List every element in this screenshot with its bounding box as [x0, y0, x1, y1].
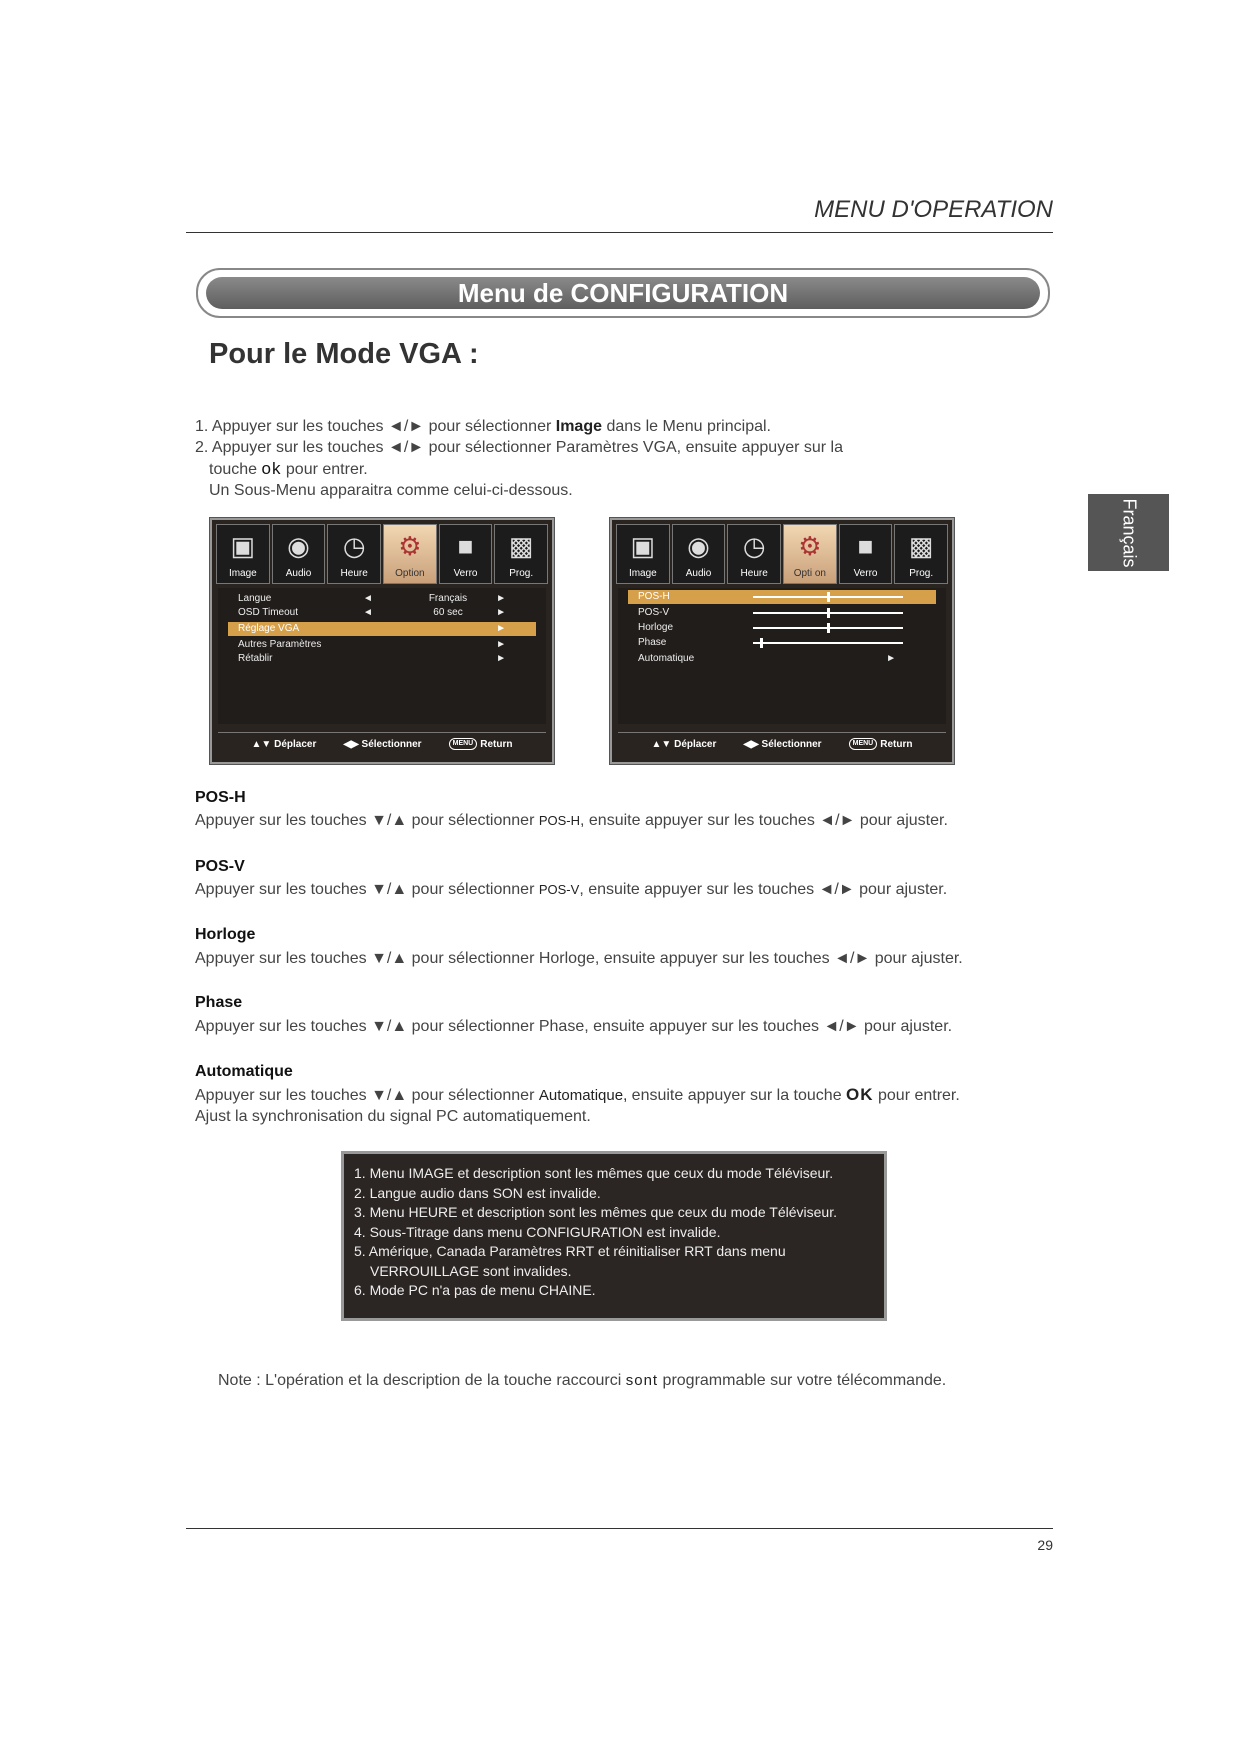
section-text-automatique-2: Ajust la synchronisation du signal PC automatiquement.	[195, 1108, 591, 1125]
monitor-icon: ▩	[508, 531, 534, 561]
note-3: 3. Menu HEURE et description sont les mêmes que ceux du mode Téléviseur.	[354, 1204, 837, 1220]
step-2: 2. Appuyer sur les touches ◄/► pour sélectionner Paramètres VGA, ensuite appuyer sur la	[195, 439, 843, 456]
tv-tab-strip	[216, 524, 548, 584]
tab-heure: ◷ Heure	[727, 524, 781, 584]
clock-icon: ◷	[342, 531, 366, 561]
pos-h-slider	[753, 596, 903, 598]
horloge-slider	[753, 627, 903, 629]
slider-knob	[827, 608, 830, 618]
note-1: 1. Menu IMAGE et description sont les mêmes que ceux du mode Téléviseur.	[354, 1165, 834, 1181]
tab-heure: ◷ Heure	[327, 524, 381, 584]
section-title-horloge: Horloge	[195, 926, 256, 943]
menu-row-autres-parametres: Autres Paramètres ►	[238, 639, 506, 650]
monitor-icon: ▩	[908, 531, 934, 561]
tab-prog: ▩ Prog.	[894, 524, 948, 584]
section-text-phase: Appuyer sur les touches ▼/▲ pour sélectionner Phase, ensuite appuyer sur les touches ◄/► pour ajuster.	[195, 1018, 953, 1035]
menu-key-icon: MENU	[849, 738, 878, 750]
lock-icon: ■	[857, 531, 874, 561]
footer-return: MENU Return	[849, 733, 913, 757]
menu-row-reglage-vga: Réglage VGA ►	[228, 622, 536, 636]
language-tab-label: Français	[1119, 497, 1139, 568]
tab-audio: ◉ Audio	[672, 524, 726, 584]
menu-row-pos-h: POS-H	[628, 590, 936, 604]
tv-tab-strip	[616, 524, 948, 584]
tab-option: ⚙ Option	[383, 524, 437, 584]
step-2-cont: touche ok pour entrer.	[209, 459, 368, 478]
language-tab	[1088, 494, 1169, 571]
up-down-icon: ▲▼	[251, 739, 272, 750]
section-text-automatique: Appuyer sur les touches ▼/▲ pour sélectionner Automatique, ensuite appuyer sur la touche OK pour entrer.	[195, 1085, 960, 1104]
note-5: 5. Amérique, Canada Paramètres RRT et réinitialiser RRT dans menu	[354, 1243, 786, 1259]
pos-v-slider	[753, 612, 903, 614]
phase-slider	[753, 642, 903, 644]
notes-box	[341, 1151, 887, 1321]
footnote: Note : L'opération et la description de la touche raccourci sont programmable sur votre télécommande.	[218, 1372, 947, 1389]
note-6: 6. Mode PC n'a pas de menu CHAINE.	[354, 1282, 596, 1298]
speaker-icon: ◉	[687, 531, 710, 561]
up-down-icon: ▲▼	[651, 739, 672, 750]
menu-row-phase: Phase	[628, 636, 936, 650]
footer-select: ◀▶ Sélectionner	[743, 739, 822, 750]
section-banner	[196, 268, 1050, 318]
left-right-icon: ◀▶	[743, 739, 759, 750]
footer-select: ◀▶ Sélectionner	[343, 739, 422, 750]
menu-row-osd-timeout: OSD Timeout ◄ 60 sec ►	[238, 607, 506, 618]
tv-menu-body	[618, 588, 946, 724]
tab-image: ▣ Image	[216, 524, 270, 584]
menu-row-retablir: Rétablir ►	[238, 653, 506, 664]
camera-icon: ▣	[230, 531, 256, 561]
page-number: 29	[1037, 1537, 1053, 1553]
tab-prog: ▩ Prog.	[494, 524, 548, 584]
step-1: 1. Appuyer sur les touches ◄/► pour sélectionner Image dans le Menu principal.	[195, 418, 771, 435]
menu-row-automatique: Automatique ►	[638, 653, 896, 664]
menu-row-horloge: Horloge	[628, 621, 936, 635]
step-3: Un Sous-Menu apparaitra comme celui-ci-dessous.	[209, 482, 573, 499]
header-rule	[186, 232, 1053, 233]
footer-move: ▲▼ Déplacer	[651, 739, 717, 750]
section-text-horloge: Appuyer sur les touches ▼/▲ pour sélectionner Horloge, ensuite appuyer sur les touches ◄/► pour ajuster.	[195, 950, 963, 967]
running-header: MENU D'OPERATION	[814, 196, 1053, 223]
tv-menu-footer	[218, 732, 546, 757]
slider-knob	[827, 592, 830, 602]
footer-rule	[186, 1528, 1053, 1529]
menu-key-icon: MENU	[449, 738, 478, 750]
tv-menu-body	[218, 588, 546, 724]
tab-image: ▣ Image	[616, 524, 670, 584]
tab-verro: ■ Verro	[439, 524, 493, 584]
note-5-cont: VERROUILLAGE sont invalides.	[370, 1262, 572, 1279]
slider-knob	[760, 638, 763, 648]
section-text-pos-h: Appuyer sur les touches ▼/▲ pour sélectionner POS-H, ensuite appuyer sur les touches ◄/► pour ajuster.	[195, 812, 948, 829]
footer-move: ▲▼ Déplacer	[251, 739, 317, 750]
menu-row-pos-v: POS-V	[628, 606, 936, 620]
section-title-pos-v: POS-V	[195, 858, 245, 875]
tv-menu-vga	[610, 518, 954, 764]
slider-knob	[827, 623, 830, 633]
tv-menu-config	[210, 518, 554, 764]
tv-menu-footer	[618, 732, 946, 757]
footer-return: MENU Return	[449, 733, 513, 757]
left-right-icon: ◀▶	[343, 739, 359, 750]
gear-icon: ⚙	[398, 531, 422, 561]
note-4: 4. Sous-Titrage dans menu CONFIGURATION est invalide.	[354, 1223, 721, 1240]
section-text-pos-v: Appuyer sur les touches ▼/▲ pour sélectionner POS-V, ensuite appuyer sur les touches ◄/► pour ajuster.	[195, 881, 948, 898]
mode-title: Pour le Mode VGA :	[209, 338, 479, 370]
camera-icon: ▣	[630, 531, 656, 561]
section-title-automatique: Automatique	[195, 1063, 293, 1080]
section-title-phase: Phase	[195, 994, 243, 1011]
speaker-icon: ◉	[287, 531, 310, 561]
banner-title: Menu de CONFIGURATION	[206, 277, 1040, 309]
clock-icon: ◷	[742, 531, 766, 561]
menu-row-langue: Langue ◄ Français ►	[238, 593, 506, 604]
lock-icon: ■	[457, 531, 474, 561]
tab-verro: ■ Verro	[839, 524, 893, 584]
note-2: 2. Langue audio dans SON est invalide.	[354, 1184, 601, 1201]
gear-icon: ⚙	[798, 531, 822, 561]
tab-option: ⚙ Opti on	[783, 524, 837, 584]
instruction-steps	[195, 416, 843, 501]
tab-audio: ◉ Audio	[272, 524, 326, 584]
section-title-pos-h: POS-H	[195, 789, 246, 806]
